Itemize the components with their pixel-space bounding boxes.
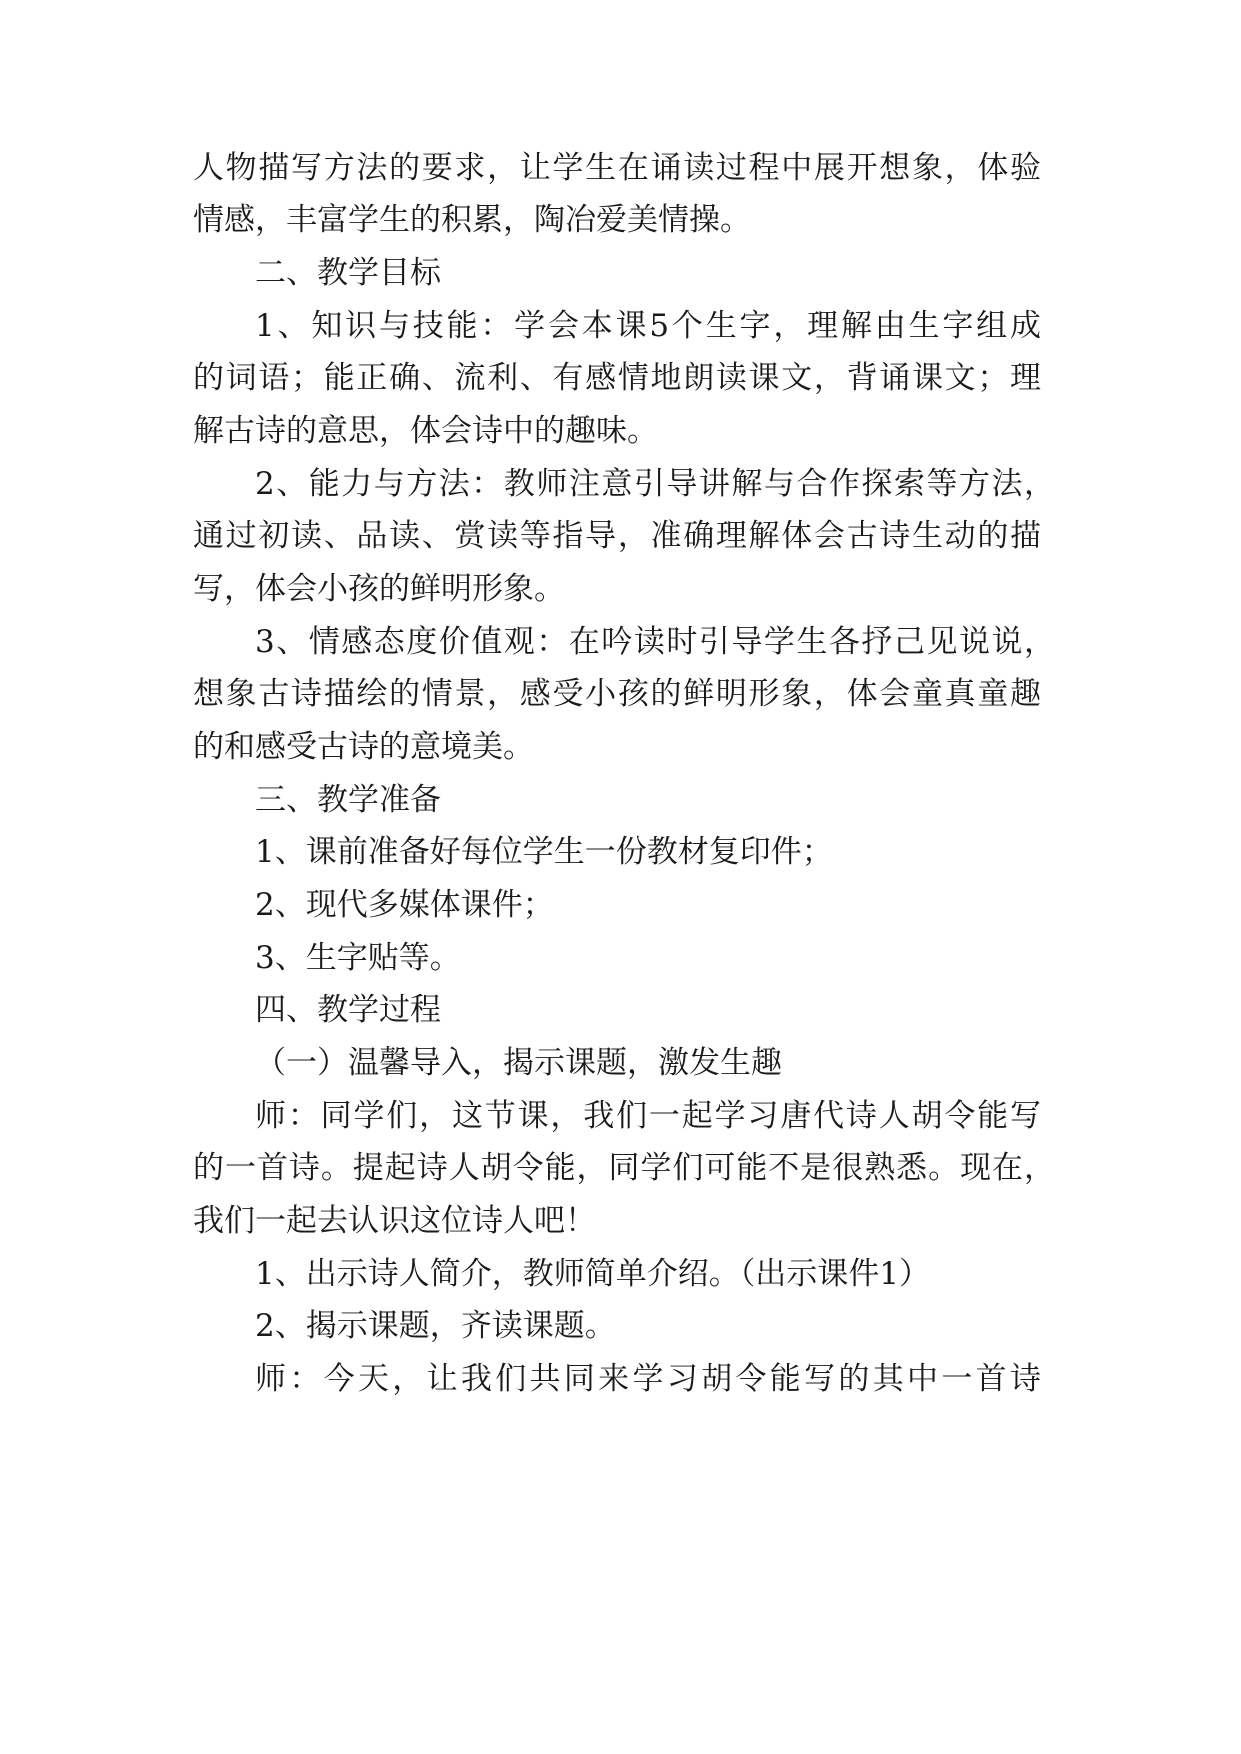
- body-text-line: 解古诗的意思，体会诗中的趣味。: [193, 413, 658, 449]
- body-text-line: 3、生字贴等。: [255, 940, 461, 976]
- body-text-line: 通过初读、品读、赏读等指导，准确理解体会古诗生动的描: [193, 518, 1041, 554]
- section-heading: 二、教学目标: [255, 255, 441, 291]
- body-text-line: 我们一起去认识这位诗人吧！: [193, 1203, 596, 1239]
- body-text-line: 师：今天，让我们共同来学习胡令能写的其中一首诗: [255, 1361, 1041, 1397]
- section-heading: 三、教学准备: [255, 782, 441, 818]
- body-text-line: 人物描写方法的要求，让学生在诵读过程中展开想象，体验: [193, 150, 1041, 186]
- body-text-line: 1、知识与技能：学会本课5个生字，理解由生字组成: [255, 308, 1041, 344]
- body-text-line: 的一首诗。提起诗人胡令能，同学们可能不是很熟悉。现在，: [193, 1150, 1055, 1186]
- body-text-line: 2、现代多媒体课件；: [255, 887, 554, 923]
- body-text-line: 3、情感态度价值观：在吟读时引导学生各抒己见说说，: [255, 624, 1055, 660]
- body-text-line: 想象古诗描绘的情景，感受小孩的鲜明形象，体会童真童趣: [193, 676, 1041, 712]
- body-text-line: 师：同学们，这节课，我们一起学习唐代诗人胡令能写: [255, 1098, 1041, 1134]
- section-heading: 四、教学过程: [255, 992, 441, 1028]
- body-text-line: 2、能力与方法：教师注意引导讲解与合作探索等方法，: [255, 466, 1055, 502]
- subsection-heading: （一）温馨导入，揭示课题，激发生趣: [255, 1045, 782, 1081]
- body-text-line: 1、课前准备好每位学生一份教材复印件；: [255, 834, 833, 870]
- body-text-line: 1、出示诗人简介，教师简单介绍。（出示课件1）: [255, 1256, 930, 1292]
- body-text-line: 2、揭示课题，齐读课题。: [255, 1308, 616, 1344]
- body-text-line: 写，体会小孩的鲜明形象。: [193, 571, 565, 607]
- body-text-line: 的和感受古诗的意境美。: [193, 729, 534, 765]
- body-text-line: 情感，丰富学生的积累，陶冶爱美情操。: [193, 202, 751, 238]
- body-text-line: 的词语；能正确、流利、有感情地朗读课文，背诵课文；理: [193, 360, 1041, 396]
